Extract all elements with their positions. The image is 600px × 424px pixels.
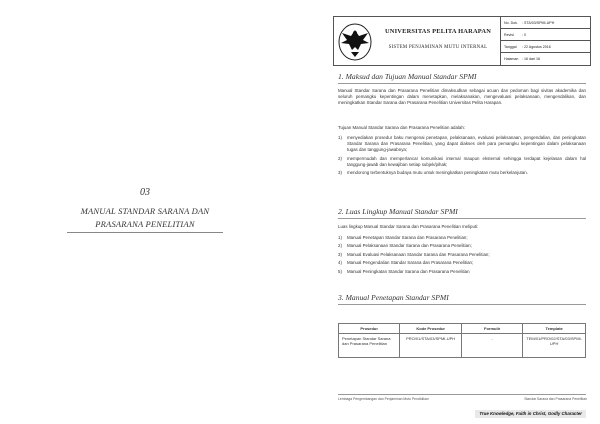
list-item — [338, 260, 586, 266]
footer-divider — [338, 394, 586, 395]
chapter-divider — [67, 232, 223, 233]
list-number: 2) — [338, 155, 342, 161]
meta-row — [501, 41, 591, 53]
document-meta-table — [500, 17, 591, 65]
table-header: Kode Prosedur — [400, 324, 462, 334]
meta-label: Tanggal — [504, 45, 517, 49]
university-name: UNIVERSITAS PELITA HARAPAN — [384, 28, 492, 35]
list-item — [338, 235, 586, 241]
list-number: 4) — [338, 260, 342, 266]
list-text: Manual Penetapan Standar Sarana dan Prasarana Penelitian; — [347, 235, 468, 240]
system-name: SISTEM PENJAMINAN MUTU INTERNAL — [388, 45, 488, 50]
section-2-lead: Luas lingkup Manual Standar Sarana dan Prasarana Penelitian meliputi: — [338, 224, 479, 229]
list-number: 1) — [338, 135, 342, 140]
meta-value: : 22 Agustus 2016 — [522, 45, 551, 49]
table-cell: - — [462, 334, 523, 358]
footer-tagline-bar — [338, 402, 586, 416]
section-3-divider — [338, 304, 586, 305]
list-text: Manual Pelaksanaan Standar Sarana dan Prasarana Penelitian; — [347, 243, 472, 249]
table-cell: TEM/01/PRO/02/STA/03/SPMI-UPH — [523, 334, 586, 358]
list-text: menyediakan prosedur baku mengenai penetapan, pelaksanaan, evaluasi pelaksanaan, pengendalian, dan peningkatan Standar Sarana dan Prasarana Penelitian, yang dapat diakses oleh para pemangku kepentingan dalam pelaksanaan tugas dan tanggung-jawabnya; — [347, 135, 586, 153]
list-number: 1) — [338, 235, 342, 240]
list-item — [338, 135, 586, 154]
list-number: 3) — [338, 170, 342, 176]
section-1-title: 1. Maksud dan Tujuan Manual Standar SPMI — [338, 72, 477, 81]
meta-value: : 16 dari 16 — [522, 57, 540, 61]
table-header-row — [339, 324, 586, 334]
section-1-intro: Manual Standar Sarana dan Prasarana Penelitian dimaksudkan sebagai acuan dan pedoman bagi sivitas akademika dan seluruh pemangku kepentingan dalam menetapkan, melaksanakan, mengevaluasi pelaksanaan, mengendalikan, dan meningkatkan Standar Sarana dan Prasarana Penelitian Universitas Pelita Harapan. — [338, 88, 586, 106]
table-header: Prosedur — [339, 324, 400, 334]
table-header: Template — [523, 324, 586, 334]
table-header: Formulir — [462, 324, 523, 334]
chapter-number: 03 — [140, 187, 150, 198]
right-page — [333, 16, 591, 416]
meta-value: : STA/03/SPMI-UPH — [522, 21, 555, 25]
university-eagle-logo — [337, 20, 373, 63]
document-header — [333, 16, 591, 66]
chapter-title: MANUAL STANDAR SARANA DAN PRASARANA PENELITIAN — [80, 206, 210, 229]
list-number: 3) — [338, 251, 342, 257]
table-cell: PRO/01/STA/03/SPMI-UPH — [400, 334, 462, 358]
footer-document-name: Standar Sarana dan Prasarana Penelitian — [524, 397, 587, 401]
list-item — [338, 252, 586, 258]
list-text: mempermudah dan memperlancar komunikasi internal maupun eksternal sehingga terdapat kejelasan dalam hal tanggung-jawab dan kewajiban setiap subjek/pihak; — [347, 155, 586, 167]
meta-row — [501, 53, 591, 65]
list-item — [338, 269, 586, 275]
section-2-list — [338, 235, 586, 277]
section-3-title: 3. Manual Penetapan Standar SPMI — [338, 293, 449, 302]
list-item — [338, 243, 586, 249]
section-1-lead: Tujuan Manual Standar Sarana dan Prasarana Penelitian adalah: — [338, 125, 466, 130]
section-1-divider — [338, 83, 586, 84]
section-1-list — [338, 135, 586, 179]
list-text: Manual Pengendalian Standar Sarana dan Prasarana Penelitian; — [347, 260, 474, 266]
meta-row — [501, 17, 591, 29]
table-cell: Penetapan Standar Sarana dan Prasarana Penelitian — [339, 334, 400, 358]
footer-tagline: True Knowledge, Faith in Christ, Godly Character — [475, 410, 586, 418]
section-2-title: 2. Luas Lingkup Manual Standar SPMI — [338, 207, 458, 216]
table-row — [339, 334, 586, 358]
list-number: 5) — [338, 268, 342, 274]
list-item — [338, 170, 586, 176]
list-number: 2) — [338, 243, 342, 249]
meta-label: Halaman — [504, 57, 519, 61]
list-text: Manual Evaluasi Pelaksanaan Standar Sarana dan Prasarana Penelitian; — [347, 251, 490, 257]
list-item — [338, 156, 586, 168]
list-text: mendorong terbentuknya budaya mutu untuk meningkatkan peningkatan mutu berkelanjutan. — [347, 170, 528, 176]
left-page — [0, 0, 290, 424]
footer-institution: Lembaga Pengembangan dan Penjaminan Mutu Pendidikan — [338, 397, 429, 401]
list-text: Manual Peningkatan Standar Sarana dan Prasarana Penelitian — [347, 268, 470, 274]
meta-value: : 0 — [522, 33, 526, 37]
meta-label: No. Dok. — [504, 21, 518, 25]
meta-row — [501, 29, 591, 41]
section-2-divider — [338, 218, 586, 219]
procedure-table — [338, 323, 586, 358]
meta-label: Revisi — [504, 33, 514, 37]
